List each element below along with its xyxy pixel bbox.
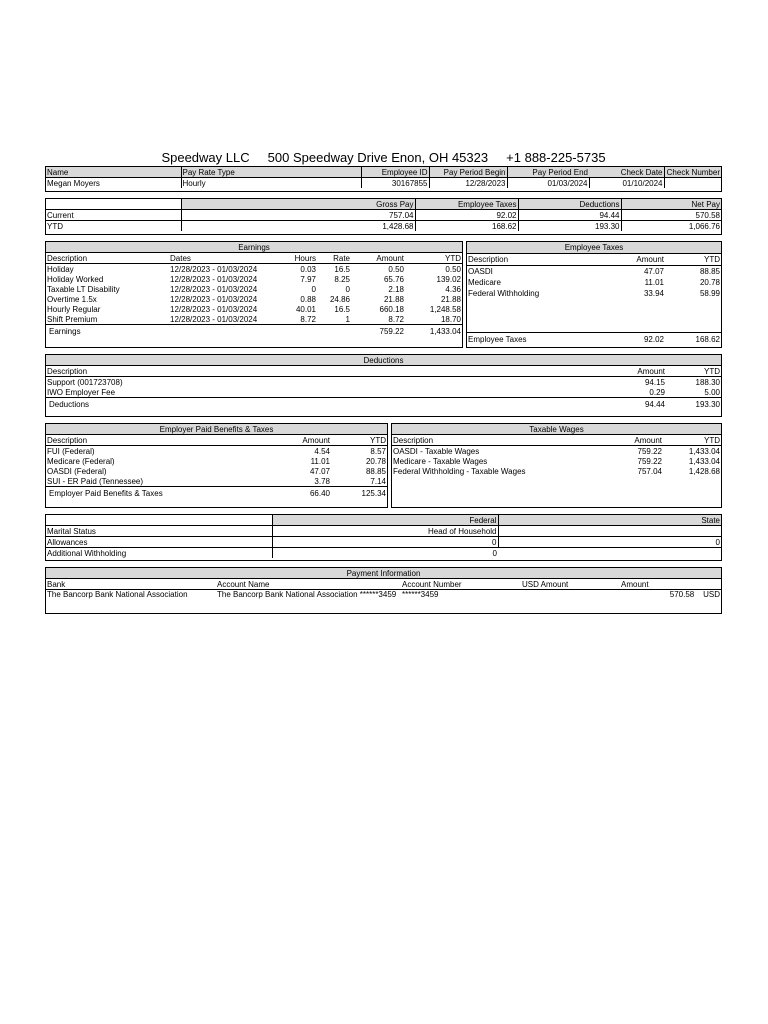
- benefit-description: SUI - ER Paid (Tennessee): [47, 476, 144, 486]
- benefit-ytd: 8.57: [370, 446, 386, 456]
- earnings-title: Earnings: [46, 242, 462, 253]
- pay-summary-section: [45, 198, 722, 235]
- benefit-amount: 11.01: [310, 456, 330, 466]
- tax-amount: 47.07: [643, 267, 664, 276]
- ytd-gross-pay: 1,428.68: [181, 221, 415, 232]
- payment-section: [45, 567, 722, 614]
- pay-period-begin: 12/28/2023: [429, 178, 507, 189]
- earning-hours: 0.88: [300, 294, 316, 304]
- earnings-col-rate: Rate: [317, 253, 351, 264]
- deduction-description: IWO Employer Fee: [47, 387, 116, 397]
- label-period-end: Pay Period End: [507, 167, 589, 178]
- withholding-label: Marital Status: [46, 526, 272, 537]
- earnings-total-amount: 759.22: [351, 325, 405, 339]
- employer-benefits-table: [46, 424, 387, 500]
- label-pay-rate-type: Pay Rate Type: [181, 167, 361, 178]
- withholding-row: [46, 537, 721, 548]
- tax-description: Federal Withholding: [468, 288, 540, 298]
- benefits-total-row: [46, 487, 387, 501]
- summary-row-current: [46, 210, 721, 221]
- wage-row: [392, 466, 721, 476]
- taxes-col-amount: Amount: [587, 253, 665, 265]
- wage-amount: 759.22: [637, 446, 662, 456]
- earning-amount: 21.88: [383, 294, 404, 304]
- deductions-section: [45, 354, 722, 417]
- wage-ytd: 1,428.68: [688, 466, 720, 476]
- label-employee-id: Employee ID: [361, 167, 429, 178]
- earning-hours: 40.01: [295, 304, 316, 314]
- benefits-col-description: Description: [46, 435, 271, 446]
- earning-rate: 1: [345, 314, 350, 324]
- deductions-total-label: Deductions: [46, 398, 606, 412]
- deductions-total-ytd: 193.30: [666, 398, 721, 412]
- employee-name: Megan Moyers: [47, 178, 100, 188]
- tax-amount: 11.01: [644, 277, 664, 287]
- earnings-col-dates: Dates: [169, 253, 277, 264]
- payment-col-bank: Bank: [46, 579, 216, 590]
- taxes-total-label: Employee Taxes: [467, 332, 587, 347]
- payment-account-name: The Bancorp Bank National Association ******3459: [217, 590, 397, 599]
- wage-ytd: 1,433.04: [688, 446, 720, 456]
- summary-col-deductions: Deductions: [518, 199, 621, 210]
- taxable-wages-section: [391, 423, 722, 508]
- earning-dates: 12/28/2023 - 01/03/2024: [170, 294, 258, 304]
- tax-row: [467, 277, 721, 288]
- benefit-ytd: 88.85: [365, 466, 386, 476]
- label-check-date: Check Date: [589, 167, 664, 178]
- earning-amount: 65.76: [383, 274, 404, 284]
- summary-corner: [46, 199, 181, 210]
- tax-description: Medicare: [468, 277, 501, 287]
- earning-description: Taxable LT Disability: [47, 284, 120, 294]
- earning-description: Shift Premium: [47, 314, 98, 324]
- employer-benefits-title: Employer Paid Benefits & Taxes: [46, 424, 387, 435]
- wage-row: [392, 446, 721, 457]
- wages-col-ytd: YTD: [663, 435, 721, 446]
- wage-row: [392, 456, 721, 466]
- benefit-ytd: 7.14: [370, 476, 386, 486]
- payment-usd-amount: [521, 590, 611, 601]
- earning-description: Overtime 1.5x: [47, 294, 97, 304]
- tax-amount: 33.94: [643, 288, 664, 298]
- earning-ytd: 21.88: [440, 294, 461, 304]
- tax-row: [467, 288, 721, 299]
- employee-taxes-title: Employee Taxes: [467, 242, 721, 253]
- deductions-col-description: Description: [46, 366, 606, 377]
- label-period-begin: Pay Period Begin: [429, 167, 507, 178]
- withholding-state: [498, 548, 721, 559]
- earning-hours: 7.97: [300, 274, 316, 284]
- benefit-amount: 47.07: [309, 466, 330, 476]
- earning-amount: 660.18: [379, 304, 404, 314]
- benefit-amount: 3.78: [314, 476, 330, 486]
- taxable-wages-table: [392, 424, 721, 476]
- employee-info-section: [45, 166, 722, 192]
- earning-rate: 16.5: [334, 304, 350, 314]
- pay-rate-type: Hourly: [181, 178, 361, 189]
- earning-rate: 0: [345, 284, 350, 294]
- earning-ytd: 1,248.58: [429, 304, 461, 314]
- summary-row-ytd: [46, 221, 721, 232]
- pay-period-end: 01/03/2024: [507, 178, 589, 189]
- company-header: [45, 150, 722, 165]
- deduction-description: Support (001723708): [47, 377, 123, 387]
- taxes-col-ytd: YTD: [665, 253, 721, 265]
- deduction-row: [46, 377, 721, 388]
- withholding-federal: 0: [272, 537, 498, 548]
- wage-amount: 757.04: [637, 466, 662, 476]
- summary-col-taxes: Employee Taxes: [415, 199, 518, 210]
- check-date: 01/10/2024: [589, 178, 664, 189]
- payment-amount-cell: [611, 590, 721, 601]
- benefit-description: Medicare (Federal): [47, 456, 115, 466]
- deductions-title: Deductions: [46, 355, 721, 366]
- wage-ytd: 1,433.04: [688, 456, 720, 466]
- payment-col-account-number: Account Number: [401, 579, 521, 590]
- earning-description: Hourly Regular: [47, 304, 101, 314]
- current-gross-pay: 757.04: [181, 210, 415, 221]
- label-name: Name: [46, 167, 181, 178]
- earning-amount: 8.72: [388, 314, 404, 324]
- deduction-amount: 94.15: [644, 377, 665, 387]
- pay-summary-table: [46, 199, 721, 231]
- earnings-total-row: [46, 325, 462, 339]
- payment-table: [46, 568, 721, 600]
- earnings-row: [46, 294, 462, 304]
- payment-account-number: ******3459: [402, 590, 439, 599]
- summary-row-label: YTD: [47, 221, 63, 231]
- earnings-row: [46, 264, 462, 275]
- withholding-row: [46, 548, 721, 559]
- ytd-net-pay: 1,066.76: [621, 221, 721, 232]
- earning-hours: 0: [311, 284, 316, 294]
- payment-title: Payment Information: [46, 568, 721, 579]
- withholding-federal: 0: [272, 548, 498, 559]
- taxes-col-description: Description: [467, 253, 587, 265]
- earning-rate: 24.86: [329, 294, 350, 304]
- earning-rate: 16.5: [334, 264, 350, 274]
- deductions-col-amount: Amount: [606, 366, 666, 377]
- ytd-deductions: 193.30: [518, 221, 621, 232]
- earning-ytd: 0.50: [445, 264, 461, 274]
- payment-col-account-name: Account Name: [216, 579, 401, 590]
- tax-ytd: 20.78: [699, 277, 720, 287]
- benefit-row: [46, 446, 387, 457]
- wages-col-amount: Amount: [601, 435, 663, 446]
- withholding-col-state: State: [498, 515, 721, 526]
- earnings-col-amount: Amount: [351, 253, 405, 264]
- summary-row-label: Current: [46, 210, 181, 221]
- employee-taxes-section: [466, 241, 722, 348]
- deduction-ytd: 188.30: [695, 377, 720, 387]
- earning-dates: 12/28/2023 - 01/03/2024: [170, 264, 258, 274]
- benefit-description: OASDI (Federal): [47, 466, 107, 476]
- withholding-label: Allowances: [46, 537, 272, 548]
- earning-ytd: 139.02: [436, 274, 461, 284]
- tax-ytd: 88.85: [699, 267, 720, 276]
- benefits-total-label: Employer Paid Benefits & Taxes: [46, 487, 271, 501]
- earnings-table: [46, 242, 462, 338]
- withholding-corner: [46, 515, 272, 526]
- earnings-col-description: Description: [46, 253, 169, 264]
- benefits-col-ytd: YTD: [331, 435, 387, 446]
- benefit-row: [46, 466, 387, 476]
- benefit-ytd: 20.78: [365, 456, 386, 466]
- earnings-total-label: Earnings: [46, 325, 169, 339]
- payment-col-amount: Amount: [611, 579, 721, 590]
- deduction-ytd: 5.00: [704, 387, 720, 397]
- earnings-row: [46, 284, 462, 294]
- deduction-row: [46, 387, 721, 398]
- company-phone: +1 888-225-5735: [506, 150, 606, 165]
- earnings-total-ytd: 1,433.04: [405, 325, 462, 339]
- earnings-col-hours: Hours: [277, 253, 317, 264]
- tax-description: OASDI: [468, 267, 493, 276]
- benefit-row: [46, 456, 387, 466]
- summary-col-net: Net Pay: [621, 199, 721, 210]
- benefit-amount: 4.54: [314, 446, 330, 456]
- current-net-pay: 570.58: [621, 210, 721, 221]
- benefit-description: FUI (Federal): [47, 446, 95, 456]
- earning-dates: 12/28/2023 - 01/03/2024: [170, 274, 258, 284]
- earning-dates: 12/28/2023 - 01/03/2024: [170, 284, 258, 294]
- taxes-total-ytd: 168.62: [665, 332, 721, 347]
- earnings-col-ytd: YTD: [405, 253, 462, 264]
- payment-amount: 570.58: [669, 590, 695, 599]
- deduction-amount: 0.29: [649, 387, 665, 397]
- withholding-table: [46, 515, 721, 558]
- check-number: [664, 178, 721, 189]
- earning-hours: 0.03: [300, 264, 316, 274]
- current-employee-taxes: 92.02: [415, 210, 518, 221]
- earnings-row: [46, 274, 462, 284]
- earning-description: Holiday Worked: [47, 274, 104, 284]
- earning-amount: 2.18: [388, 284, 404, 294]
- wage-description: OASDI - Taxable Wages: [393, 446, 480, 456]
- earning-dates: 12/28/2023 - 01/03/2024: [170, 304, 258, 314]
- earning-rate: 8.25: [334, 274, 350, 284]
- taxes-total-amount: 92.02: [587, 332, 665, 347]
- deductions-total-amount: 94.44: [606, 398, 666, 412]
- employer-benefits-section: [45, 423, 388, 508]
- wages-col-description: Description: [392, 435, 601, 446]
- earning-dates: 12/28/2023 - 01/03/2024: [170, 314, 258, 324]
- employee-id: 30167855: [361, 178, 429, 189]
- earning-ytd: 4.36: [445, 284, 461, 294]
- earnings-row: [46, 314, 462, 325]
- withholding-label: Additional Withholding: [47, 548, 127, 558]
- earnings-section: [45, 241, 463, 348]
- taxes-total-row: [467, 332, 721, 347]
- earning-ytd: 18.70: [440, 314, 461, 324]
- company-name: Speedway LLC: [161, 150, 250, 165]
- wage-description: Medicare - Taxable Wages: [393, 456, 488, 466]
- benefit-row: [46, 476, 387, 487]
- earning-description: Holiday: [47, 264, 74, 274]
- earnings-row: [46, 304, 462, 314]
- payment-currency: USD: [703, 590, 720, 599]
- employee-taxes-table: [467, 242, 721, 347]
- payment-row: [46, 590, 721, 601]
- current-deductions: 94.44: [518, 210, 621, 221]
- tax-ytd: 58.99: [699, 288, 720, 298]
- wage-amount: 759.22: [637, 456, 662, 466]
- payment-col-usd-amount: USD Amount: [521, 579, 611, 590]
- earning-hours: 8.72: [300, 314, 316, 324]
- wage-description: Federal Withholding - Taxable Wages: [393, 466, 526, 476]
- benefits-col-amount: Amount: [271, 435, 331, 446]
- employee-info-table: [46, 167, 721, 188]
- withholding-state: [498, 526, 721, 537]
- earning-amount: 0.50: [388, 264, 404, 274]
- payment-bank: The Bancorp Bank National Association: [47, 590, 188, 599]
- deductions-col-ytd: YTD: [666, 366, 721, 377]
- withholding-section: [45, 514, 722, 561]
- summary-col-gross: Gross Pay: [181, 199, 415, 210]
- withholding-col-federal: Federal: [272, 515, 498, 526]
- withholding-row: [46, 526, 721, 537]
- withholding-state: 0: [498, 537, 721, 548]
- taxable-wages-title: Taxable Wages: [392, 424, 721, 435]
- label-check-number: Check Number: [664, 167, 721, 178]
- withholding-federal: Head of Household: [272, 526, 498, 537]
- benefits-total-ytd: 125.34: [331, 487, 387, 501]
- tax-row: [467, 266, 721, 277]
- company-address: 500 Speedway Drive Enon, OH 45323: [267, 150, 489, 165]
- benefits-total-amount: 66.40: [271, 487, 331, 501]
- deductions-table: [46, 355, 721, 411]
- deductions-total-row: [46, 398, 721, 412]
- ytd-employee-taxes: 168.62: [415, 221, 518, 232]
